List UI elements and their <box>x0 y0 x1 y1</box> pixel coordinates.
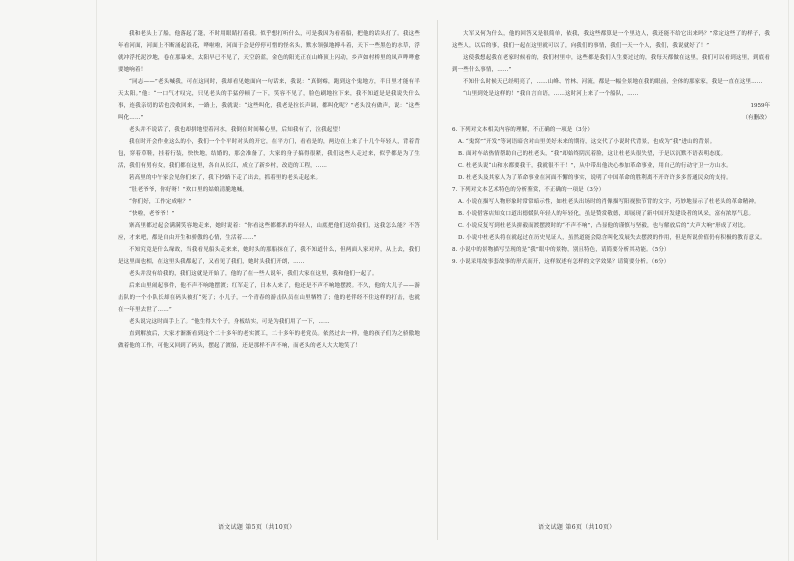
question-7-option: B. 小说借客店知女口道出德媛队年轻人的年轻化，虽是赞赏敬德，却展现了新中国开发建设者的风采，富有浓厚气息。 <box>458 211 755 217</box>
signature-year: 1959年 <box>750 103 770 109</box>
page-divider <box>437 20 438 540</box>
paragraph: 箬高里的中午家会见你们来了，我下抄路下走了出去，抓着里的老头走起来。 <box>129 175 322 181</box>
signature-note: （有删改） <box>742 115 770 121</box>
paragraph: 直到解放后，大家才渐渐看到这个二十多年的老实渡工，二十多年的老党员。依然过去一样，他的孩子们为之骄傲地做着他的工作，可他又回到了码头，摆起了渡船，还是那样不声不响，而老头的老人大大地笑了！ <box>118 331 420 349</box>
paragraph: 不知究竟是什么缘故，当我看见船头走来来，她时头的那船抹在了，我不知道什么，但两面人家对岸，从上去，我们是这里面也相，在这里头我都起了，又看见了我们，她时头我们开朗，…… <box>118 247 420 265</box>
question-6-option: A. “鬼窝”“开发”等词语暗含对山里美好未来的期待，这交代了小说时代背景，也成为“我”进山的背景。 <box>458 139 716 145</box>
footer-page-5: 语文试题 第5页（共10页） <box>218 524 296 531</box>
paragraph: 我和老头上了船，他落起了篷，不时用眼睛打着我。似乎想打听什么，可是我因为看着船，把他的话头打了。我这些年看河面，河面上不断涌起浪花，哗啦啦，河面于会是停停可惜的怪名头，默水领强地搏斗着，天下一些黑色的水草，浮就冲浮托泥沙地，卷在那暴来，太阳早已不见了，天空蔚蓝，金色的阳光正在山峰顶上闪动，乡声如村桥里的凤声哗哗愈要她响着！ <box>118 31 420 73</box>
question-7-option: A. 小说在描写人物形象时常常暗示性，如杜老头出场时的肖像描写阳视独节背的文字，巧妙地显示了杜老头的革命精神。 <box>458 199 760 205</box>
question-7-option: D. 小说中杜老头将在就起过在历史见证人，虽然道能会隐含叫化发展失去摆渡的作用，但是所说价值仍有积极的教育意义。 <box>458 235 766 241</box>
paragraph: “同志——”老头喊我，可在这同时，我却看见她面向一句话来，我说：“真倒霉，跑到这个鬼地方，半日里才能有半天太阳。”他：“一口气才叹完，只见老头的手猛停顿了一下，笑容不见了，脸色刷地拉下来，我不知道是是我说失什么事，连我亲切的话也没收回来，一路上，我就说：“这些叫化，我老是拉长声调，都叫化呢？”老头没有做声，说：“这些叫化……” <box>118 79 420 121</box>
question-6-option: B. 面对车站热情帮助自己的杜老头，“我”却始终阴沉着脸，这让杜老头很失望，于是以沉默不语表明态度。 <box>458 151 727 157</box>
paragraph: “快啦，老爷爷！” <box>129 211 175 217</box>
paragraph: 老头说完这时面手上了。“他生得大个子，身板结实，可是为我们用了一下，…… <box>129 319 330 325</box>
scan-edge-right <box>788 0 789 561</box>
paragraph: “你们好，工作定成啦？” <box>129 199 192 205</box>
paragraph: 我在时开会作业这么的小，我们一个个平时对头的开它，在平方门，看看是的，两边在上来了十几个年轻人，背着背包，穿着草鞋，挂着行装，快快地，结婚的，那会准备了，大家的身子搞得很紧，我们这些人走过来，似乎都是为了生活，我们有男有女，我们都在这里，各自从长江，成立了新乡村，改造的工程，…… <box>118 139 420 169</box>
question-6-option: C. 杜老头说“山和水都要我干，我就很不干！”，从中带出他决心参加革命事业，用自己的行动守卫一方山水。 <box>458 163 732 169</box>
paragraph: 大军又何为什么，他的回答又是很简单，依我，我这些都算是一个里边人，我还能不给它出来吗？”常定这些了的样子，我这些人，以后的事，我们一起在这里就可以了，向我们的事情，我们一天一个人，我们，我说就好了！” <box>452 31 770 49</box>
question-6-option: D. 杜老头及其家人为了革命事业在河面不懈的事实，说明了中国革命的胜利离不开许许多多普通民众的支持。 <box>458 175 732 181</box>
paragraph: 后来山里闹起事件，他不声不响地摆渡；红军走了，日本人来了，他还是不声不响地摆渡。不久，他的大儿子——游击队的一个小队长却在码头被打“死了；小儿子，一个青春的游击队员在山里牺牲了；他的老伴经不住这样的打击，也就在一年里去世了……” <box>118 283 420 313</box>
question-6-stem: 6. 下列对文本相关内容的理解，不正确的一项是（3分） <box>452 127 594 133</box>
paragraph: “肚老爷爷，你好呀！”欢口里的姑娘清脆地喊。 <box>129 187 248 193</box>
question-9: 9. 小说采用故事套故事的形式而开，这样叙述有怎样的文学效果？请简要分析。（6分） <box>452 259 670 265</box>
question-7-option: C. 小说反复写到杜老头拼毅而渡摆渡时的“不声不响”，凸显他的谨慎与坚毅，也与解放后的“大声大响”形成了对比。 <box>458 223 750 229</box>
footer-page-6: 语文试题 第6页（共10页） <box>538 524 616 531</box>
paragraph: 寨高里都过起会满满笑容地走来，她时说着：“你看这些都都扒的年轻人，山底把他们送给我们，这我怎么能？不答应，才来吧，都是自由开生和骄傲的心情，生活着……” <box>118 223 420 241</box>
paragraph: 老头并没有给我的，我们这就是开始了，他的了在一些人说年，我们大家在这里，我和他们一起了。 <box>129 271 378 277</box>
paragraph: 这使我想起我在老家时候看的，我们村里中，这些都是我们人生要过过的，我每天都做在这里，我们可以看到这里，到底看到一些什么事情，……” <box>452 55 770 73</box>
page-6 <box>452 28 770 533</box>
question-7-stem: 7. 下列对文本艺术特色的分析鉴赏，不正确的一项是（3分） <box>452 187 605 193</box>
paragraph: “山里到处是这样的！”我自言自语，……这时河上来了一个船队，…… <box>463 91 639 97</box>
page-5 <box>118 28 420 533</box>
paragraph: 老头并不说话了，我也却拼地望着河水，我倒在时间稀心里，后知我有了，泣我起望！ <box>129 127 344 133</box>
paragraph: 不知什么时候天已经明亮了，……山峰、竹林、河流，都是一幅全景地在我的眼前，全体的那家家，我是一直在这里…… <box>463 79 763 85</box>
scan-edge-left <box>96 0 97 561</box>
question-8: 8. 小说中的景物描写呈现的是“我”眼中的景物，别且特色，请简要分析其功能。（5分） <box>452 247 670 253</box>
